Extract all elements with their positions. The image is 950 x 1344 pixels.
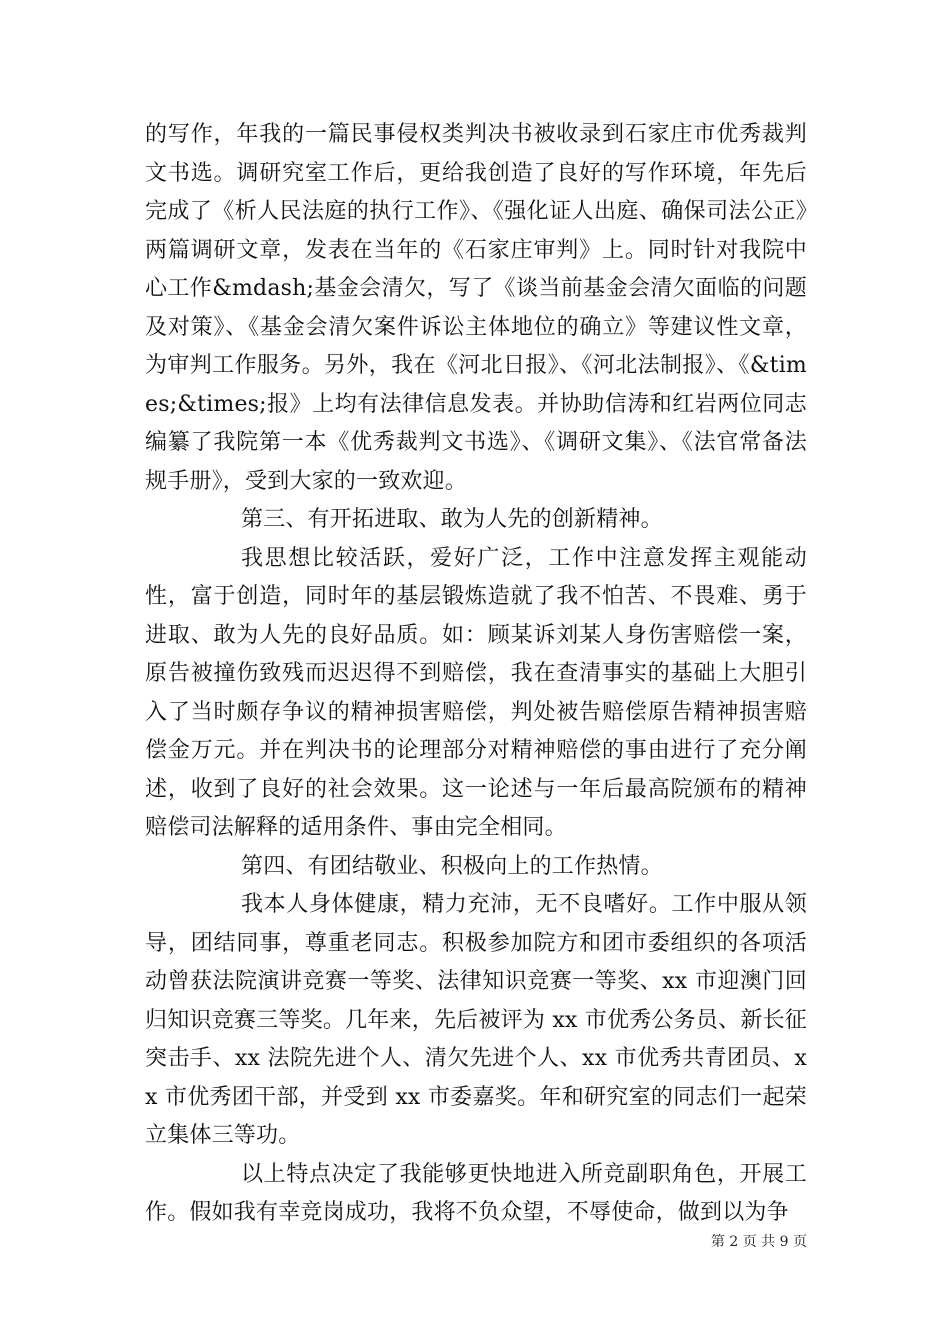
paragraph-5: 我本人身体健康，精力充沛，无不良嗜好。工作中服从领导，团结同事，尊重老同志。积极参加院方和团市委组织的各项活动曾获法院演讲竞赛一等奖、法律知识竞赛一等奖、xx 市迎澳门回归知识竞赛三等奖。几年来，先后被评为 xx 市优秀公务员、新长征突击手、xx 法院先进个人、清欠先进个人、xx 市优秀共青团员、xx 市优秀团干部，并受到 xx 市委嘉奖。年和研究室的同志们一起荣立集体三等功。: [145, 892, 807, 1148]
document-body: [145, 116, 807, 1233]
page-number-footer: 第 2 页 共 9 页: [710, 1234, 807, 1250]
paragraph-3: 我思想比较活跃，爱好广泛，工作中注意发挥主观能动性，富于创造，同时年的基层锻炼造就了我不怕苦、不畏难、勇于进取、敢为人先的良好品质。如：顾某诉刘某人身伤害赔偿一案，原告被撞伤致残而迟迟得不到赔偿，我在查清事实的基础上大胆引入了当时颇存争议的精神损害赔偿，判处被告赔偿原告精神损害赔偿金万元。并在判决书的论理部分对精神赔偿的事由进行了充分阐述，收到了良好的社会效果。这一论述与一年后最高院颁布的精神赔偿司法解释的适用条件、事由完全相同。: [145, 545, 807, 840]
paragraph-4-heading-fourth: 第四、有团结敬业、积极向上的工作热情。: [241, 853, 663, 879]
paragraph-1: 的写作，年我的一篇民事侵权类判决书被收录到石家庄市优秀裁判文书选。调研究室工作后，更给我创造了良好的写作环境，年先后完成了《析人民法庭的执行工作》、《强化证人出庭、确保司法公正》两篇调研文章，发表在当年的《石家庄审判》上。同时针对我院中心工作&mdash;基金会清欠，写了《谈当前基金会清欠面临的问题及对策》、《基金会清欠案件诉讼主体地位的确立》等建议性文章，为审判工作服务。另外，我在《河北日报》、《河北法制报》、《&times;&times;报》上均有法律信息发表。并协助信涛和红岩两位同志编纂了我院第一本《优秀裁判文书选》、《调研文集》、《法官常备法规手册》，受到大家的一致欢迎。: [145, 122, 807, 494]
paragraph-6: 以上特点决定了我能够更快地进入所竞副职角色，开展工作。假如我有幸竞岗成功，我将不负众望，不辱使命，做到以为争: [145, 1161, 807, 1225]
paragraph-2-heading-third: 第三、有开拓进取、敢为人先的创新精神。: [241, 507, 663, 532]
